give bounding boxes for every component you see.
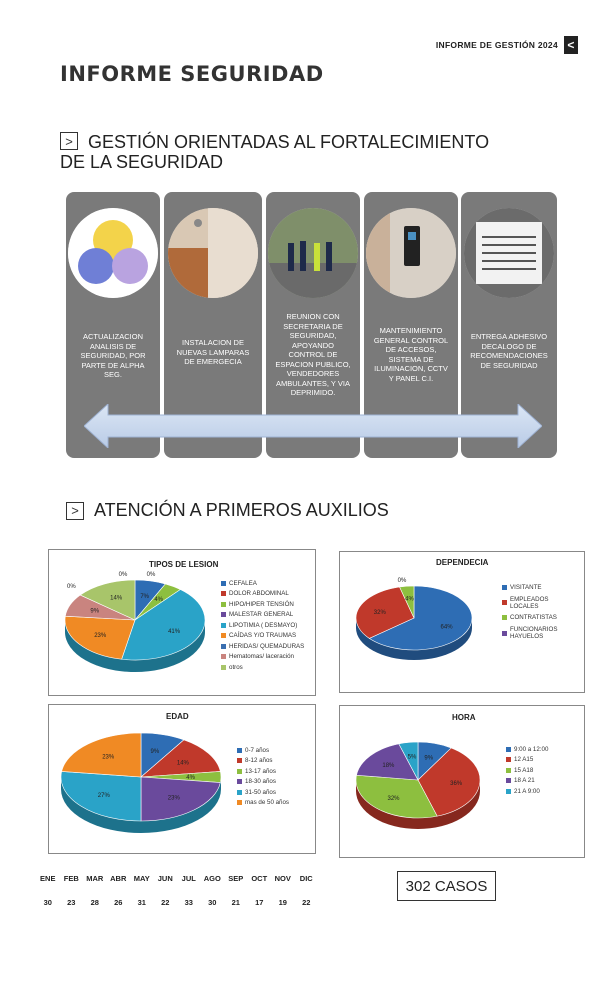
legend-entry (237, 777, 289, 788)
month-name: NOV (274, 873, 291, 883)
pie-data-label: 14% (176, 760, 189, 767)
legend-swatch (502, 600, 507, 605)
legend-swatch (502, 615, 507, 620)
month-name: FEB (63, 873, 79, 883)
legend-swatch (506, 778, 511, 783)
legend-swatch (221, 623, 226, 628)
legend-entry (237, 787, 289, 798)
legend-swatch (237, 790, 242, 795)
double-arrow-icon (84, 404, 542, 448)
legend-entry (502, 623, 570, 643)
pie-data-label: 9% (424, 755, 434, 762)
legend-entry (237, 745, 289, 756)
month-name: JUL (181, 873, 196, 883)
pie-data-label: 41% (168, 628, 181, 635)
legend-label: 18 A 21 (514, 777, 535, 785)
pie-data-label: 9% (150, 748, 160, 755)
legend-entry (221, 641, 304, 652)
legend-swatch (506, 757, 511, 762)
pie-data-label: 9% (90, 608, 100, 615)
section-heading-line2: DE LA SEGURIDAD (60, 152, 224, 172)
month-value: 31 (137, 897, 146, 907)
legend-hour (506, 744, 548, 797)
month-value: 23 (67, 897, 76, 907)
month-name: JUN (157, 873, 173, 883)
legend-entry (221, 578, 304, 589)
legend-label: DOLOR ABDOMINAL (229, 590, 289, 598)
month-name: DIC (299, 873, 313, 883)
pie-data-label: 18% (382, 762, 395, 769)
month-value: 26 (114, 897, 123, 907)
legend-entry (502, 613, 570, 624)
pie-data-label: 32% (387, 796, 400, 803)
pie-data-label: 0% (67, 584, 76, 590)
pie-data-label: 23% (102, 754, 115, 761)
section-heading-line1: GESTIÓN ORIENTADAS AL FORTALECIMIENTO (88, 132, 490, 152)
legend-entry (221, 652, 304, 663)
legend-label: 8-12 años (245, 757, 273, 765)
chart-injury-types (48, 549, 316, 696)
section-arrow-icon: > (66, 502, 84, 520)
pie-injury-types (57, 564, 217, 694)
month-value: 30 (43, 897, 52, 907)
legend-entry (502, 582, 570, 593)
pie-dependency (348, 570, 488, 680)
legend-age (237, 745, 289, 808)
page-title: INFORME SEGURIDAD (60, 62, 324, 86)
legend-entry (221, 610, 304, 621)
legend-injury-types (221, 578, 304, 673)
legend-entry (221, 620, 304, 631)
activity-card-text: REUNION CON SECRETARIA DE SEGURIDAD, APOYANDO CONTROL DE ESPACION PUBLICO, VENDEDORES AMBULANTES, Y VIA DEPRIMIDO. (275, 312, 351, 397)
legend-label: 0-7 años (245, 746, 270, 754)
legend-swatch (237, 779, 242, 784)
legend-entry (506, 765, 548, 776)
legend-swatch (237, 748, 242, 753)
month-value: 33 (184, 897, 193, 907)
back-chevron-icon[interactable]: < (564, 36, 578, 54)
month-name: SEP (228, 873, 244, 883)
legend-label: Hematomas/ laceración (229, 653, 294, 661)
chart-age (48, 704, 316, 854)
legend-label: 15 A18 (514, 766, 534, 774)
chart-title: TIPOS DE LESION (149, 560, 219, 569)
report-header-label: INFORME DE GESTIÓN 2024 (435, 40, 558, 50)
section-heading-security (60, 132, 489, 172)
legend-entry (506, 786, 548, 797)
activity-card-text: ACTUALIZACION ANALISIS DE SEGURIDAD, POR PARTE DE ALPHA SEG. (80, 332, 146, 379)
pie-data-label: 27% (97, 793, 110, 800)
pie-data-label: 4% (186, 775, 195, 781)
access-control-photo (366, 208, 456, 298)
chart-hour (339, 705, 585, 858)
legend-label: FUNCIONARIOS HAYUELOS (510, 626, 558, 640)
legend-entry (506, 755, 548, 766)
chart-dependency (339, 551, 585, 693)
pie-data-label: 4% (405, 596, 414, 603)
legend-label: HIPO/HIPER TENSIÓN (229, 600, 294, 608)
legend-swatch (221, 633, 226, 638)
legend-label: 13-17 años (245, 767, 276, 775)
legend-swatch (221, 665, 226, 670)
legend-label: 12 A15 (514, 756, 534, 764)
legend-entry (221, 662, 304, 673)
section-heading-first-aid (66, 500, 389, 521)
legend-dependency (502, 582, 570, 643)
month-value: 28 (90, 897, 99, 907)
monthly-cases-table (36, 866, 318, 914)
legend-swatch (221, 612, 226, 617)
legend-entry (506, 776, 548, 787)
pie-data-label: 14% (110, 595, 123, 602)
legend-swatch (221, 644, 226, 649)
pie-data-label: 0% (397, 578, 407, 584)
chart-title: HORA (452, 713, 476, 722)
legend-swatch (237, 769, 242, 774)
pie-slice (141, 777, 220, 821)
legend-swatch (502, 631, 507, 636)
month-value: 17 (255, 897, 264, 907)
month-name: OCT (251, 873, 268, 883)
legend-swatch (506, 747, 511, 752)
risk-diagram-photo (68, 208, 158, 298)
pie-hour (348, 724, 498, 854)
legend-entry (237, 798, 289, 809)
pie-data-label: 0% (146, 572, 156, 578)
total-cases-box: 302 CASOS (397, 871, 496, 901)
legend-entry (237, 756, 289, 767)
month-value: 22 (302, 897, 311, 907)
pie-data-label: 0% (118, 572, 128, 578)
month-name: ABR (110, 873, 127, 883)
legend-label: otros (229, 663, 243, 671)
section-heading-text: ATENCIÓN A PRIMEROS AUXILIOS (94, 500, 389, 520)
legend-swatch (506, 768, 511, 773)
pie-data-label: 23% (167, 795, 180, 802)
legend-label: VISITANTE (510, 583, 542, 591)
legend-entry (221, 631, 304, 642)
report-header (436, 36, 578, 54)
legend-label: CEFALEA (229, 579, 257, 587)
pie-data-label: 36% (450, 780, 463, 787)
security-meeting-photo (268, 208, 358, 298)
legend-label: 31-50 años (245, 788, 276, 796)
month-name: ENE (40, 873, 56, 883)
emergency-lamp-photo (168, 208, 258, 298)
legend-swatch (506, 789, 511, 794)
legend-label: 18-30 años (245, 778, 276, 786)
legend-swatch (221, 602, 226, 607)
legend-label: EMPLEADOS LOCALES (510, 595, 549, 610)
legend-label: CAÍDAS Y/O TRAUMAS (229, 632, 297, 640)
pie-data-label: 7% (140, 593, 149, 600)
month-value: 30 (208, 897, 217, 907)
legend-label: 9:00 a 12:00 (514, 745, 549, 753)
security-decalogue-photo (464, 208, 554, 298)
legend-swatch (221, 591, 226, 596)
legend-swatch (221, 654, 226, 659)
legend-label: CONTRATISTAS (510, 614, 557, 622)
activity-card-text: MANTENIMIENTO GENERAL CONTROL DE ACCESOS, SISTEMA DE ILUMINACION, CCTV Y PANEL C.I. (373, 326, 449, 383)
pie-data-label: 64% (440, 624, 453, 631)
legend-swatch (237, 758, 242, 763)
month-value: 19 (278, 897, 287, 907)
chart-title: DEPENDECIA (436, 558, 489, 567)
legend-label: 21 A 9:00 (514, 787, 540, 795)
legend-entry (221, 589, 304, 600)
legend-entry (237, 766, 289, 777)
legend-swatch (502, 585, 507, 590)
activity-card-text: ENTREGA ADHESIVO DECALOGO DE RECOMENDACIONES DE SEGURIDAD (470, 332, 548, 370)
pie-data-label: 5% (407, 754, 417, 761)
pie-age (55, 721, 235, 851)
pie-data-label: 32% (373, 609, 386, 616)
month-value: 22 (161, 897, 170, 907)
section-arrow-icon: > (60, 132, 78, 150)
pie-data-label: 23% (94, 632, 107, 639)
legend-label: HERIDAS/ QUEMADURAS (229, 642, 305, 650)
month-name: MAY (133, 873, 150, 883)
legend-label: mas de 50 años (245, 799, 290, 807)
pie-data-label: 4% (154, 597, 164, 604)
month-name: MAR (86, 873, 104, 883)
chart-title: EDAD (166, 712, 189, 721)
legend-label: MALESTAR GENERAL (229, 611, 294, 619)
month-name: AGO (203, 873, 221, 883)
activity-card-text: INSTALACION DE NUEVAS LAMPARAS DE EMERGECIA (176, 338, 250, 366)
legend-entry (506, 744, 548, 755)
legend-entry (221, 599, 304, 610)
legend-label: LIPOTIMIA ( DESMAYO) (229, 621, 298, 629)
legend-swatch (221, 581, 226, 586)
legend-entry (502, 593, 570, 613)
month-value: 21 (231, 897, 240, 907)
legend-swatch (237, 800, 242, 805)
